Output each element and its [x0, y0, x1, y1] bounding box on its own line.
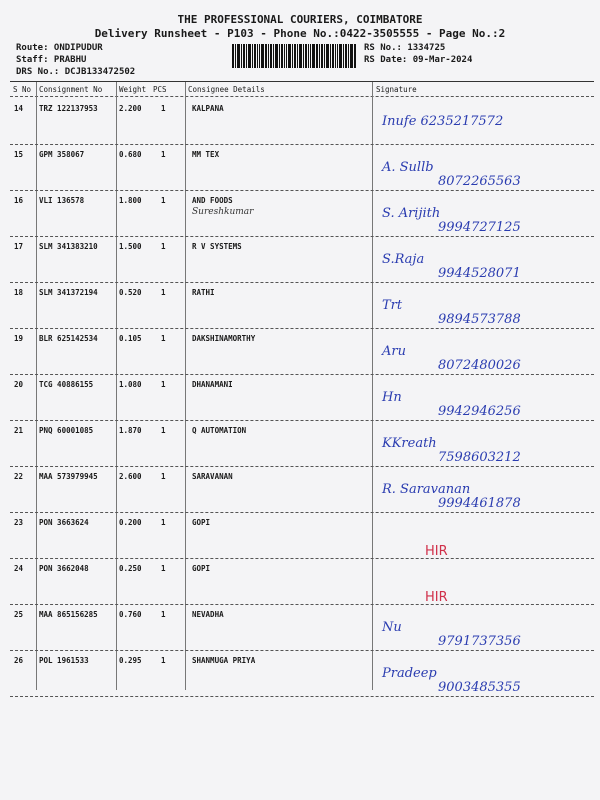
row-consignment-number: SLM 341372194 [39, 288, 98, 297]
handwritten-phone: 9994727125 [438, 220, 521, 235]
col-header-pcs: PCS [153, 85, 167, 94]
row-divider [10, 190, 594, 191]
row-consignee: RATHI [192, 288, 215, 297]
table-row [0, 192, 600, 238]
handwritten-signature: HIR [425, 590, 448, 605]
row-consignee: GOPI [192, 518, 211, 527]
header-bottom-rule [10, 96, 594, 97]
col-header-signature: Signature [376, 85, 417, 94]
handwritten-signature: Inufe 6235217572 [382, 114, 504, 129]
row-consignment-number: MAA 573979945 [39, 472, 98, 481]
barcode [232, 44, 356, 68]
table-row [0, 376, 600, 422]
row-consignee: GOPI [192, 564, 211, 573]
row-divider [10, 696, 594, 697]
row-consignee: AND FOODS [192, 196, 233, 205]
table-row [0, 652, 600, 698]
handwritten-phone: 9994461878 [438, 496, 521, 511]
row-consignee: DAKSHINAMORTHY [192, 334, 256, 343]
row-pieces: 1 [161, 104, 166, 113]
row-consignee: MM TEX [192, 150, 220, 159]
handwritten-signature: HIR [425, 544, 448, 559]
table-row [0, 422, 600, 468]
row-weight: 2.600 [119, 472, 142, 481]
row-divider [10, 144, 594, 145]
row-consignment-number: PON 3662048 [39, 564, 89, 573]
row-consignment-number: TRZ 122137953 [39, 104, 98, 113]
row-pieces: 1 [161, 564, 166, 573]
handwritten-phone: 8072480026 [438, 358, 521, 373]
row-consignee: NEVADHA [192, 610, 224, 619]
table-row [0, 146, 600, 192]
handwritten-signature: Pradeep [382, 666, 437, 681]
row-pieces: 1 [161, 380, 166, 389]
handwritten-signature: Aru [382, 344, 406, 359]
row-consignment-number: POL 1961533 [39, 656, 89, 665]
col-header-sno: S No [13, 85, 32, 94]
row-pieces: 1 [161, 334, 166, 343]
row-consignment-number: PON 3663624 [39, 518, 89, 527]
row-pieces: 1 [161, 610, 166, 619]
handwritten-phone: 9791737356 [438, 634, 521, 649]
handwritten-signature: S.Raja [382, 252, 425, 267]
row-pieces: 1 [161, 242, 166, 251]
row-serial-number: 16 [14, 196, 24, 205]
row-divider [10, 420, 594, 421]
row-serial-number: 25 [14, 610, 24, 619]
handwritten-phone: 9003485355 [438, 680, 521, 695]
row-serial-number: 22 [14, 472, 24, 481]
row-divider [10, 604, 594, 605]
row-consignment-number: BLR 625142534 [39, 334, 98, 343]
handwritten-phone: 9944528071 [438, 266, 521, 281]
row-pieces: 1 [161, 518, 166, 527]
row-consignment-number: PNQ 60001085 [39, 426, 94, 435]
row-weight: 0.760 [119, 610, 142, 619]
row-divider [10, 558, 594, 559]
staff-label: Staff: PRABHU [16, 55, 87, 65]
row-divider [10, 466, 594, 467]
row-divider [10, 236, 594, 237]
row-divider [10, 374, 594, 375]
handwritten-phone: 9894573788 [438, 312, 521, 327]
table-row [0, 560, 600, 606]
handwritten-signature: A. Sullb [382, 160, 434, 175]
table-row [0, 100, 600, 146]
row-consignment-number: MAA 865156285 [39, 610, 98, 619]
col-header-weight: Weight [119, 85, 147, 94]
handwritten-phone: 9942946256 [438, 404, 521, 419]
row-weight: 0.200 [119, 518, 142, 527]
row-serial-number: 14 [14, 104, 24, 113]
handwritten-note: Sureshkumar [192, 207, 254, 217]
col-header-consignee: Consignee Details [188, 85, 265, 94]
row-serial-number: 20 [14, 380, 24, 389]
handwritten-signature: S. Arijith [382, 206, 441, 221]
row-consignment-number: SLM 341383210 [39, 242, 98, 251]
route-label: Route: ONDIPUDUR [16, 43, 103, 53]
row-pieces: 1 [161, 196, 166, 205]
row-consignee: KALPANA [192, 104, 224, 113]
row-consignee: SHANMUGA PRIYA [192, 656, 256, 665]
row-consignee: Q AUTOMATION [192, 426, 247, 435]
row-weight: 0.250 [119, 564, 142, 573]
header-top-rule [10, 81, 594, 82]
row-consignment-number: TCG 40886155 [39, 380, 94, 389]
table-row [0, 238, 600, 284]
row-pieces: 1 [161, 426, 166, 435]
table-row [0, 468, 600, 514]
row-consignee: R V SYSTEMS [192, 242, 242, 251]
handwritten-signature: Nu [382, 620, 402, 635]
row-pieces: 1 [161, 288, 166, 297]
row-serial-number: 18 [14, 288, 24, 297]
rs-number: RS No.: 1334725 [364, 43, 446, 53]
row-pieces: 1 [161, 472, 166, 481]
row-serial-number: 17 [14, 242, 24, 251]
row-divider [10, 328, 594, 329]
row-consignee: SARAVANAN [192, 472, 233, 481]
row-weight: 1.080 [119, 380, 142, 389]
row-pieces: 1 [161, 656, 166, 665]
row-weight: 0.295 [119, 656, 142, 665]
table-row [0, 330, 600, 376]
row-consignment-number: GPM 358067 [39, 150, 85, 159]
row-divider [10, 512, 594, 513]
row-divider [10, 282, 594, 283]
runsheet-subtitle: Delivery Runsheet - P103 - Phone No.:0422-3505555 - Page No.:2 [94, 27, 506, 40]
row-serial-number: 23 [14, 518, 24, 527]
row-serial-number: 26 [14, 656, 24, 665]
table-row [0, 284, 600, 330]
row-serial-number: 24 [14, 564, 24, 573]
row-consignee: DHANAMANI [192, 380, 233, 389]
handwritten-signature: Trt [382, 298, 403, 313]
handwritten-phone: 7598603212 [438, 450, 521, 465]
row-serial-number: 15 [14, 150, 24, 159]
table-row [0, 514, 600, 560]
table-row [0, 606, 600, 652]
row-divider [10, 650, 594, 651]
row-weight: 1.800 [119, 196, 142, 205]
row-weight: 0.680 [119, 150, 142, 159]
row-weight: 0.105 [119, 334, 142, 343]
row-serial-number: 21 [14, 426, 24, 435]
drs-number: DRS No.: DCJB133472502 [16, 67, 136, 77]
row-pieces: 1 [161, 150, 166, 159]
row-weight: 1.870 [119, 426, 142, 435]
row-serial-number: 19 [14, 334, 24, 343]
handwritten-signature: KKreath [382, 436, 437, 451]
handwritten-signature: R. Saravanan [382, 482, 471, 497]
handwritten-signature: Hn [382, 390, 402, 405]
handwritten-phone: 8072265563 [438, 174, 521, 189]
col-header-consignment: Consignment No [39, 85, 103, 94]
company-title: THE PROFESSIONAL COURIERS, COIMBATORE [177, 13, 423, 26]
row-weight: 1.500 [119, 242, 142, 251]
rs-date: RS Date: 09-Mar-2024 [364, 55, 473, 65]
row-weight: 0.520 [119, 288, 142, 297]
row-consignment-number: VLI 136578 [39, 196, 85, 205]
row-weight: 2.200 [119, 104, 142, 113]
